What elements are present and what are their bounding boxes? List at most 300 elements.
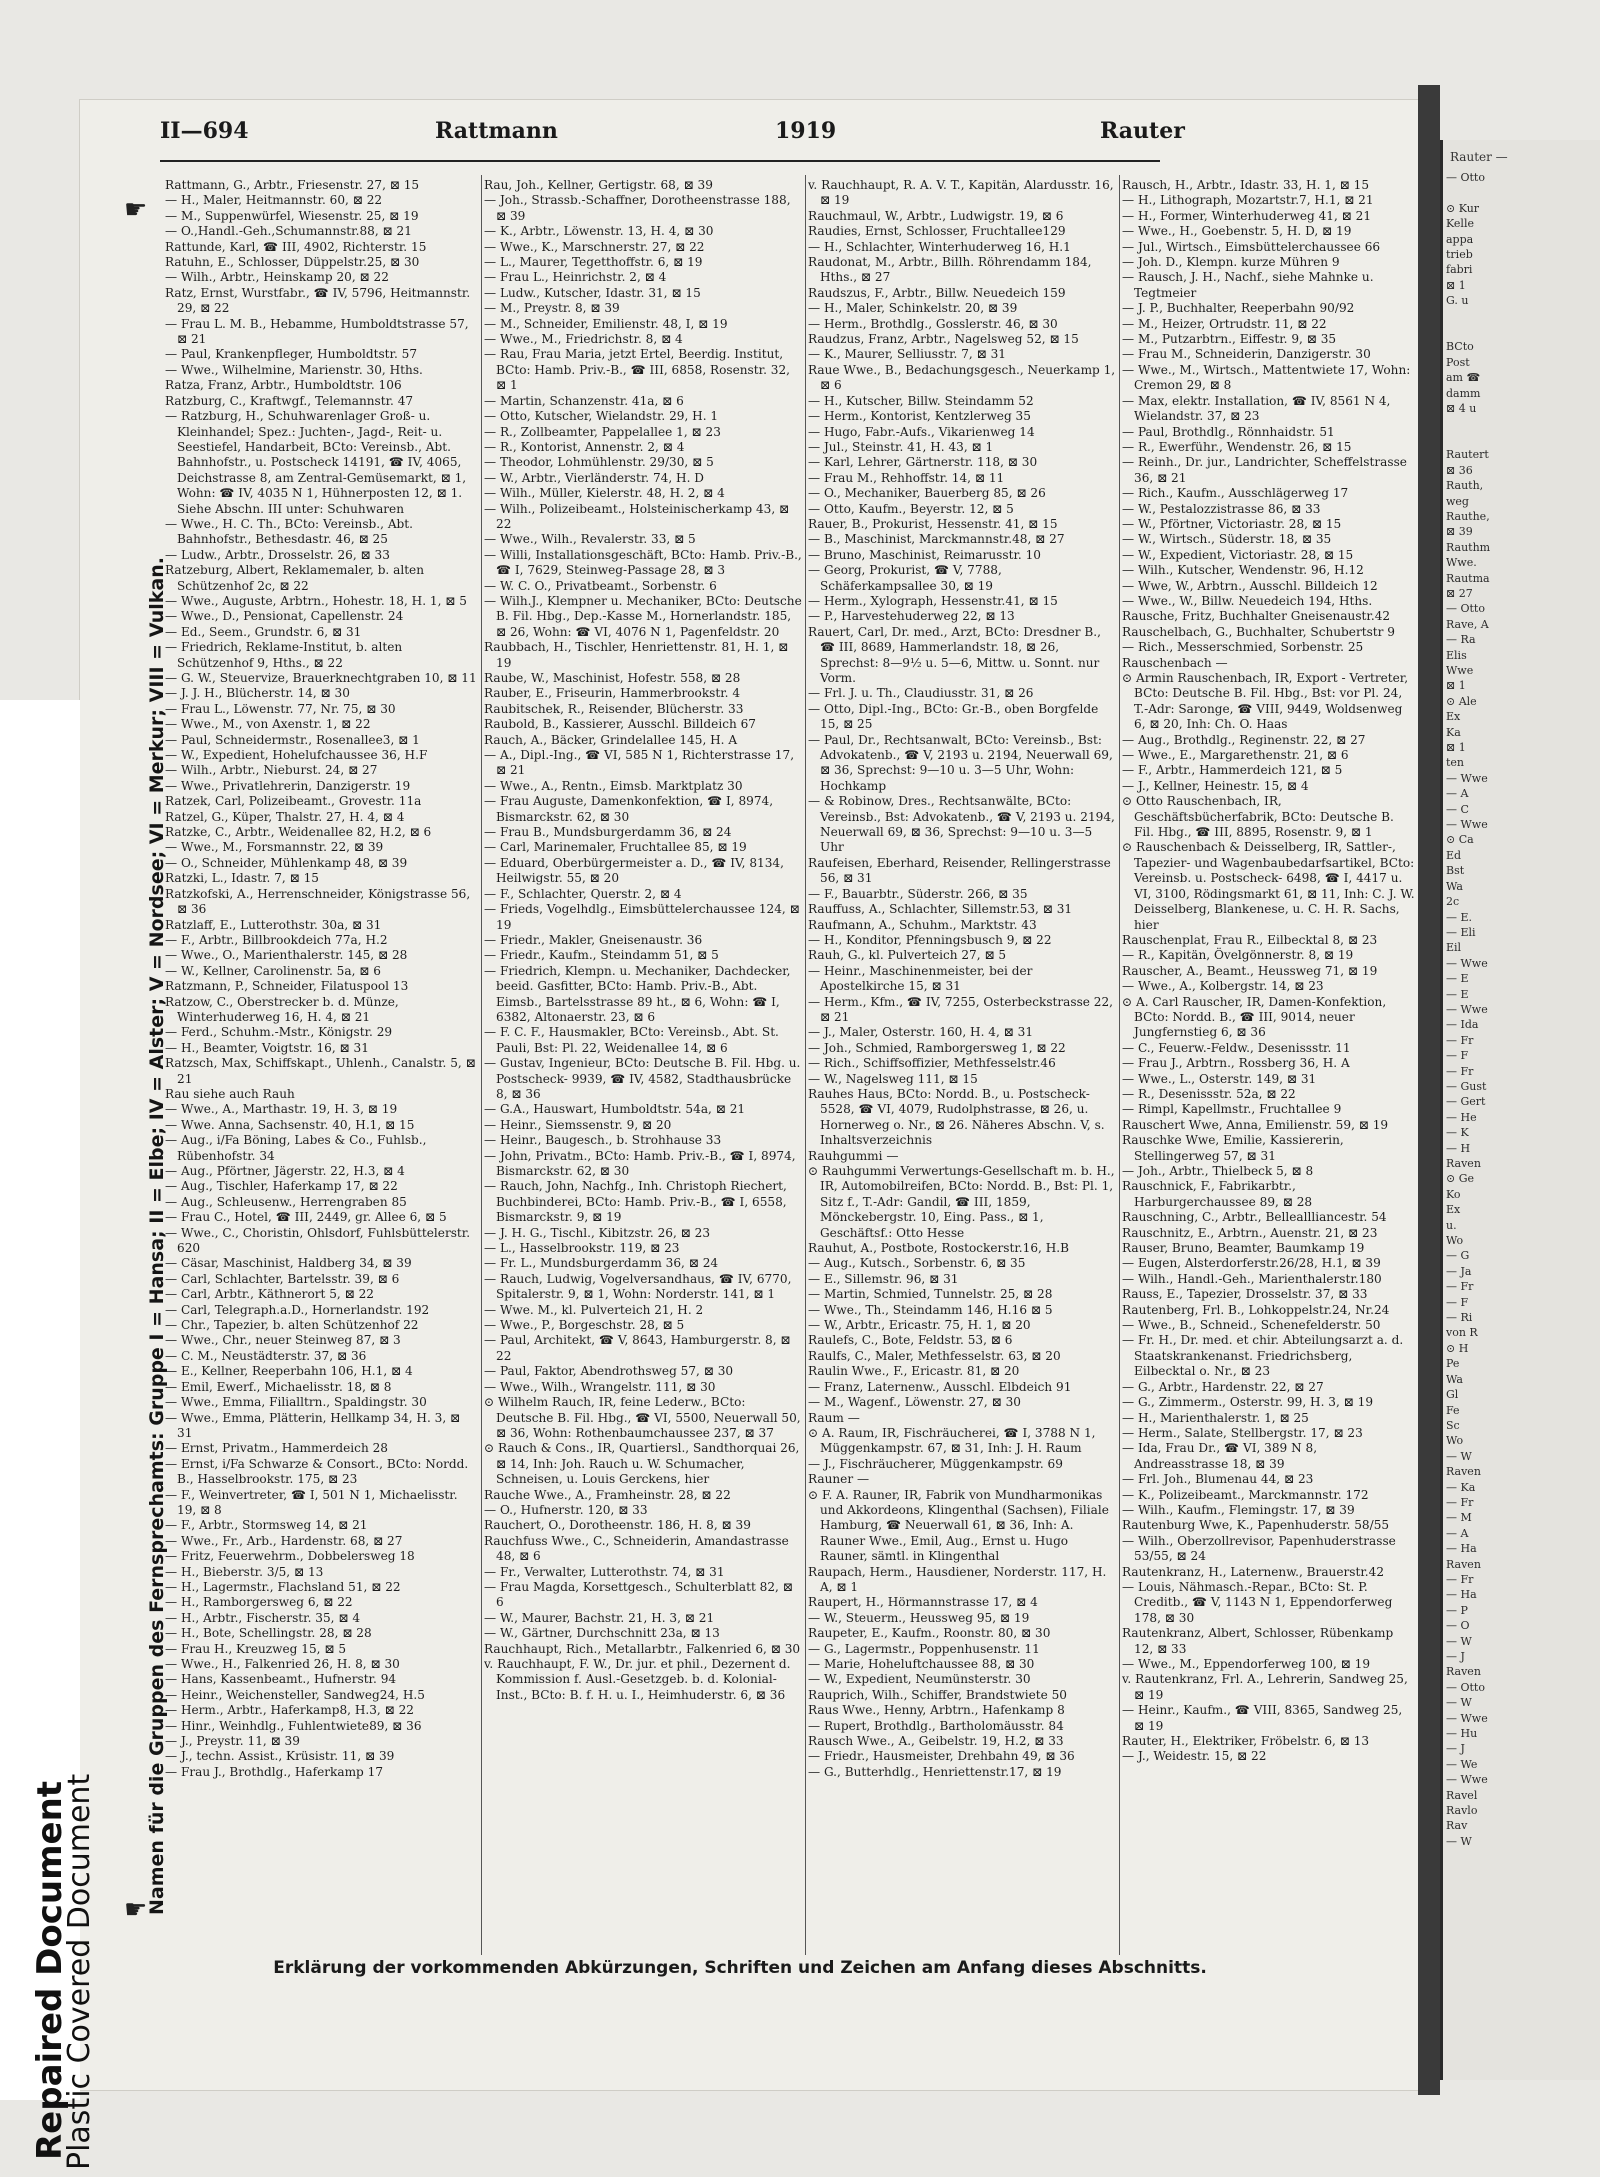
directory-entry: — W., Gärtner, Durchschnitt 23a, ⊠ 13: [484, 1626, 720, 1641]
directory-entry: — Georg, Prokurist, ☎ V, 7788, Schäferkampsallee 30, ⊠ 19: [808, 563, 1002, 593]
directory-entry: ⊙ A. Carl Rauscher, IR, Damen-Konfektion, BCto: Nordd. B., ☎ III, 9014, neuer Jungfernstieg 6, ⊠ 36: [1122, 994, 1387, 1040]
directory-entry: — J., Preystr. 11, ⊠ 39: [165, 1734, 300, 1749]
directory-entry: Rauss, E., Tapezier, Drosselstr. 37, ⊠ 33: [1122, 1287, 1368, 1302]
directory-entry: — Rich., Kaufm., Ausschlägerweg 17: [1122, 486, 1349, 501]
exchange-legend-strip: [120, 175, 168, 1965]
directory-entry: — & Robinow, Dres., Rechtsanwälte, BCto: Vereinsb., Bst: Advokatenb., ☎ V, 2193 u. 2194, Neuerwall 69, ⊠ 36, Sprechst: 9—10 u. 3—5 Uhr: [808, 794, 1115, 855]
directory-entry: — Paul, Dr., Rechtsanwalt, BCto: Vereinsb., Bst: Advokatenb., ☎ V, 2193 u. 2194, Neuerwall 69, ⊠ 36, Sprechst: 9—10 u. 3—5 Uhr, Wohn: Hochkamp: [808, 732, 1113, 793]
book-gutter: [1418, 85, 1440, 2095]
directory-entry: Rauh, G., kl. Pulverteich 27, ⊠ 5: [808, 948, 1007, 963]
next-page-fragment: — W: [1446, 1449, 1472, 1463]
directory-entry: — Herm., Arbtr., Haferkamp8, H.3, ⊠ 22: [165, 1703, 414, 1718]
next-page-header: Rauter —: [1450, 150, 1508, 164]
directory-entry: Rauchert, O., Dorotheenstr. 186, H. 8, ⊠ 39: [484, 1518, 751, 1533]
next-page-fragment: Wo: [1446, 1434, 1464, 1448]
next-page-fragment: — Ha: [1446, 1542, 1477, 1556]
next-page-fragment: — Otto: [1446, 1680, 1485, 1694]
next-page-fragment: Ka: [1446, 725, 1461, 739]
directory-entry: — Aug., Schleusenw., Herrengraben 85: [165, 1194, 407, 1209]
directory-entry: — E., Sillemstr. 96, ⊠ 31: [808, 1271, 959, 1286]
next-page-fragment: ⊠ 39: [1446, 525, 1473, 539]
directory-entry: — Herm., Salate, Stellbergstr. 17, ⊠ 23: [1122, 1425, 1363, 1440]
directory-entry: — W., Steuerm., Heussweg 95, ⊠ 19: [808, 1610, 1030, 1625]
directory-entry: — Ernst, i/Fa Schwarze & Consort., BCto: Nordd. B., Hasselbrookstr. 175, ⊠ 23: [165, 1456, 469, 1487]
directory-entry: — F., Weinvertreter, ☎ I, 501 N 1, Michaelisstr. 19, ⊠ 8: [165, 1487, 458, 1517]
next-page-fragment: — Wwe: [1446, 818, 1488, 832]
directory-entry: — Friedr., Hausmeister, Drehbahn 49, ⊠ 36: [808, 1749, 1075, 1764]
directory-entry: — H., Ramborgersweg 6, ⊠ 22: [165, 1595, 353, 1610]
next-page-fragment: Eil: [1446, 941, 1462, 955]
directory-entry: — Frau Auguste, Damenkonfektion, ☎ I, 8974, Bismarckstr. 62, ⊠ 30: [484, 794, 774, 824]
directory-entry: — Hinr., Weinhdlg., Fuhlentwiete89, ⊠ 36: [165, 1718, 422, 1733]
directory-entry: — Frau J., Arbtrn., Rossberg 36, H. A: [1122, 1056, 1350, 1071]
directory-entry: — Heinr., Weichensteller, Sandweg24, H.5: [165, 1687, 425, 1702]
directory-entry: — F., Schlachter, Querstr. 2, ⊠ 4: [484, 886, 682, 901]
directory-entry: — John, Privatm., BCto: Hamb. Priv.-B., ☎ I, 8974, Bismarckstr. 62, ⊠ 30: [484, 1148, 796, 1178]
directory-entry: — Wwe., H., Goebenstr. 5, H. D, ⊠ 19: [1122, 224, 1352, 239]
directory-entry: — Wwe, W., Arbtrn., Ausschl. Billdeich 12: [1122, 578, 1378, 593]
next-page-fragment: fabri: [1446, 263, 1473, 277]
directory-entry: Raupeter, E., Kaufm., Roonstr. 80, ⊠ 30: [808, 1626, 1051, 1641]
directory-entry: — L., Hasselbrookstr. 119, ⊠ 23: [484, 1241, 680, 1256]
directory-entry: — Wwe., Wilh., Revalerstr. 33, ⊠ 5: [484, 532, 696, 547]
directory-entry: — Louis, Nähmasch.-Repar., BCto: St. P. Creditb., ☎ V, 1143 N 1, Eppendorferweg 178, ⊠ 30: [1122, 1579, 1393, 1625]
next-page-fragment: Wwe: [1446, 664, 1474, 677]
directory-entry: — Frau C., Hotel, ☎ III, 2449, gr. Allee 6, ⊠ 5: [165, 1210, 447, 1225]
directory-entry: ⊙ Rauch & Cons., IR, Quartiersl., Sandthorquai 26, ⊠ 14, Inh: Joh. Rauch u. W. Schumacher, Schneisen, u. Louis Gerckens, hier: [484, 1441, 800, 1487]
next-page-fragment: — W: [1446, 1634, 1472, 1648]
directory-entry: — H., Beamter, Voigtstr. 16, ⊠ 31: [165, 1040, 369, 1055]
directory-entry: — Wwe., Chr., neuer Steinweg 87, ⊠ 3: [165, 1333, 401, 1348]
directory-entry: — Wwe., E., Margarethenstr. 21, ⊠ 6: [1122, 748, 1349, 763]
directory-entry: — Frau Magda, Korsettgesch., Schulterblatt 82, ⊠ 6: [484, 1579, 793, 1610]
directory-entry: Ratzmann, P., Schneider, Filatuspool 13: [165, 979, 409, 994]
directory-entry: — O., Schneider, Mühlenkamp 48, ⊠ 39: [165, 855, 408, 870]
header-first-entry: Rattmann: [435, 118, 558, 144]
directory-entry: — Rich., Messerschmied, Sorbenstr. 25: [1122, 640, 1364, 655]
page-number: II—694: [160, 118, 249, 144]
directory-entry: — Marie, Hoheluftchaussee 88, ⊠ 30: [808, 1657, 1035, 1671]
header-last-entry: Rauter: [1100, 118, 1185, 144]
directory-entry: — Friedrich, Klempn. u. Mechaniker, Dachdecker, beeid. Gasfitter, BCto: Hamb. Priv.-B., Abt. Eimsb., Bartelsstrasse 89 ht., ⊠ 6, Wohn: ☎ I, 6382, Altonaerstr. 23, ⊠ 6: [484, 963, 791, 1024]
directory-entry: — Paul, Faktor, Abendrothsweg 57, ⊠ 30: [484, 1364, 734, 1379]
directory-entry: — H., Lithograph, Mozartstr.7, H.1, ⊠ 21: [1122, 193, 1374, 208]
next-page-fragment: — F: [1446, 1049, 1469, 1063]
next-page-fragment: — W: [1446, 1696, 1472, 1710]
directory-entry: — W., Arbtr., Ericastr. 75, H. 1, ⊠ 20: [808, 1318, 1031, 1333]
directory-entry: Rauhut, A., Postbote, Rostockerstr.16, H.B: [808, 1241, 1069, 1256]
directory-entry: — O., Mechaniker, Bauerberg 85, ⊠ 26: [808, 486, 1046, 501]
next-page-fragment: Rautert: [1446, 448, 1489, 462]
next-page-fragment: Rauthm: [1446, 540, 1491, 554]
directory-entry: — Wwe., W., Billw. Neuedeich 194, Hths.: [1122, 593, 1373, 608]
directory-entry: Rauffuss, A., Schlachter, Sillemstr.53, ⊠ 31: [808, 902, 1073, 917]
next-page-fragment: u.: [1446, 1218, 1457, 1232]
directory-entry: Rauprich, Wilh., Schiffer, Brandstwiete 50: [808, 1687, 1068, 1702]
directory-entry: — Wwe., P., Borgeschstr. 28, ⊠ 5: [484, 1318, 685, 1333]
directory-entry: — Wwe., M., Friedrichstr. 8, ⊠ 4: [484, 332, 683, 347]
side-label-line-1: Plastic Covered Document: [62, 1773, 97, 2170]
next-page-fragment: Fe: [1446, 1403, 1460, 1417]
directory-entry: Ratzek, Carl, Polizeibeamt., Grovestr. 11a: [165, 794, 422, 809]
next-page-fragment: damm: [1446, 386, 1481, 400]
directory-entry: — Friedr., Makler, Gneisenaustr. 36: [484, 932, 703, 947]
directory-entry: Rattunde, Karl, ☎ III, 4902, Richterstr. 15: [165, 239, 427, 254]
directory-entry: — Hugo, Fabr.-Aufs., Vikarienweg 14: [808, 424, 1035, 439]
directory-entry: — Aug., Tischler, Haferkamp 17, ⊠ 22: [165, 1179, 398, 1194]
directory-entry: Raubbach, H., Tischler, Henriettenstr. 81, H. 1, ⊠ 19: [484, 640, 789, 670]
directory-entry: — Ernst, Privatm., Hammerdeich 28: [165, 1441, 388, 1456]
directory-entry: ⊙ Rauhgummi Verwertungs-Gesellschaft m. b. H., IR, Automobilreifen, BCto: Nordd. B., Bst: Pl. 1, Sitz f., T.-Adr: Gandil, ☎ III, 1859, Mönckebergstr. 10, Eing. Pass., ⊠ 1, Geschäftsf.: Otto Hesse: [808, 1164, 1115, 1240]
next-page-fragment: Pe: [1446, 1357, 1460, 1371]
directory-entry: Rauter, H., Elektriker, Fröbelstr. 6, ⊠ 13: [1122, 1734, 1370, 1749]
directory-entry: — Wilh., Arbtr., Heinskamp 20, ⊠ 22: [165, 270, 389, 285]
next-page-fragment: ten: [1446, 756, 1465, 770]
directory-entry: Raube, W., Maschinist, Hofestr. 558, ⊠ 28: [484, 671, 741, 685]
directory-entry: Raulefs, C., Bote, Feldstr. 53, ⊠ 6: [808, 1333, 1013, 1348]
directory-entry: — Jul., Wirtsch., Eimsbüttelerchaussee 66: [1122, 239, 1381, 254]
directory-entry: — J. P., Buchhalter, Reeperbahn 90/92: [1122, 301, 1355, 316]
directory-entry: Raudzus, Franz, Arbtr., Nagelsweg 52, ⊠ 15: [808, 332, 1079, 347]
directory-entry: — P., Harvestehuderweg 22, ⊠ 13: [808, 609, 1015, 624]
directory-entry: — F., Arbtr., Hammerdeich 121, ⊠ 5: [1122, 763, 1343, 778]
directory-entry: — Wilh., Arbtr., Nieburst. 24, ⊠ 27: [165, 763, 378, 778]
directory-entry: — Wwe., Wilhelmine, Marienstr. 30, Hths.: [165, 362, 423, 377]
directory-entry: — Herm., Kontorist, Kentzlerweg 35: [808, 409, 1031, 424]
directory-entry: — R., Desenissstr. 52a, ⊠ 22: [1122, 1086, 1296, 1101]
next-page-fragment: — E: [1446, 972, 1469, 986]
directory-entry: Rausche, Fritz, Buchhalter Gneisenaustr.42: [1122, 609, 1391, 624]
directory-entry: — F., Arbtr., Billbrookdeich 77a, H.2: [165, 932, 388, 947]
directory-entry: Rauschenplat, Frau R., Eilbecktal 8, ⊠ 23: [1122, 932, 1378, 947]
directory-entry: Raudonat, M., Arbtr., Billh. Röhrendamm 184, Hths., ⊠ 27: [808, 255, 1092, 285]
next-page-fragment: Rautma: [1446, 571, 1490, 585]
directory-entry: — H., Maler, Heitmannstr. 60, ⊠ 22: [165, 193, 383, 208]
directory-entry: — Frau L. M. B., Hebamme, Humboldtstrasse 57, ⊠ 21: [165, 316, 469, 347]
directory-entry: — Otto, Dipl.-Ing., BCto: Gr.-B., oben Borgfelde 15, ⊠ 25: [808, 701, 1099, 732]
next-page-fragment: Kelle: [1446, 217, 1474, 231]
directory-entry: — Eugen, Alsterdorferstr.26/28, H.1, ⊠ 39: [1122, 1256, 1381, 1271]
hand-pointer-icon: ☛: [124, 1895, 148, 1925]
next-page-fragment: — We: [1446, 1757, 1478, 1771]
next-page-fragment: Gl: [1446, 1388, 1459, 1402]
directory-entry: — Wilh., Kaufm., Flemingstr. 17, ⊠ 39: [1122, 1502, 1355, 1517]
next-page-fragment: trieb: [1446, 248, 1473, 262]
directory-entry: — Rausch, J. H., Nachf., siehe Mahnke u. Tegtmeier: [1122, 270, 1374, 300]
next-page-fragment: ⊠ 1: [1446, 741, 1466, 755]
directory-entry: — H., Konditor, Pfenningsbusch 9, ⊠ 22: [808, 932, 1052, 947]
directory-entry: — Ludw., Kutscher, Idastr. 31, ⊠ 15: [484, 285, 701, 300]
next-page-fragment: Rauthe,: [1446, 509, 1490, 523]
column-divider: [1119, 175, 1120, 1955]
next-page-fragment: Rave, A: [1446, 617, 1489, 631]
directory-entry: — Herm., Xylograph, Hessenstr.41, ⊠ 15: [808, 593, 1058, 608]
directory-entry: — Jul., Steinstr. 41, H. 43, ⊠ 1: [808, 439, 994, 454]
directory-entry: — G. W., Steuervize, Brauerknechtgraben 10, ⊠ 11: [165, 671, 477, 685]
directory-entry: — H., Bote, Schellingstr. 28, ⊠ 28: [165, 1626, 372, 1641]
directory-entry: — Ferd., Schuhm.-Mstr., Königstr. 29: [165, 1025, 393, 1040]
directory-entry: Raulfs, C., Maler, Methfesselstr. 63, ⊠ 20: [808, 1348, 1061, 1363]
directory-entry: — Heinr., Kaufm., ☎ VIII, 8365, Sandweg 25, ⊠ 19: [1122, 1703, 1403, 1733]
directory-entry: — Fr. H., Dr. med. et chir. Abteilungsarzt a. d. Staatskrankenanst. Friedrichsberg, Eilbecktal o. Nr., ⊠ 23: [1122, 1333, 1404, 1379]
next-page-fragment: Ko: [1446, 1187, 1461, 1201]
directory-entry: Rauschnitz, E., Arbtrn., Auenstr. 21, ⊠ 23: [1122, 1225, 1378, 1240]
directory-entry: — F., Bauarbtr., Süderstr. 266, ⊠ 35: [808, 886, 1028, 901]
directory-entry: — C. M., Neustädterstr. 37, ⊠ 36: [165, 1348, 367, 1363]
directory-entry: Ratuhn, E., Schlosser, Düppelstr.25, ⊠ 30: [165, 255, 420, 270]
next-page-fragment: Sc: [1446, 1418, 1460, 1432]
directory-entry: — Wwe., A., Marthastr. 19, H. 3, ⊠ 19: [165, 1102, 398, 1117]
directory-entry: — G., Arbtr., Hardenstr. 22, ⊠ 27: [1122, 1379, 1324, 1394]
directory-entry: ⊙ Armin Rauschenbach, IR, Export - Vertreter, BCto: Deutsche B. Fil. Hbg., Bst: vor Pl. 24, T.-Adr: Saronge, ☎ VIII, 9449, Woldsenweg 6, ⊠ 20, Inh: Ch. O. Haas: [1122, 671, 1409, 732]
directory-entry: — Aug., i/Fa Böning, Labes & Co., Fuhlsb., Rübenhofstr. 34: [165, 1133, 427, 1163]
directory-entry: Rauschning, C., Arbtr., Belleallliancestr. 54: [1122, 1210, 1387, 1225]
directory-entry: — M., Wagenf., Löwenstr. 27, ⊠ 30: [808, 1395, 1021, 1410]
next-page-fragment: — O: [1446, 1619, 1470, 1633]
next-page-fragment: ⊠ 1: [1446, 679, 1466, 693]
directory-entry: — Martin, Schanzenstr. 41a, ⊠ 6: [484, 393, 684, 408]
directory-entry: — M., Putzarbtrn., Eiffestr. 9, ⊠ 35: [1122, 332, 1337, 347]
directory-entry: — W., Expedient, Hohelufchaussee 36, H.F: [165, 748, 428, 763]
directory-entry: ⊙ Wilhelm Rauch, IR, feine Lederw., BCto: Deutsche B. Fil. Hbg., ☎ VI, 5500, Neuerwall 50, ⊠ 36, Wohn: Rothenbaumchaussee 237, ⊠ 37: [484, 1395, 801, 1440]
directory-column-4: [1122, 178, 1415, 1948]
directory-entry: — Joh., Arbtr., Thielbeck 5, ⊠ 8: [1122, 1164, 1314, 1178]
directory-entry: Raudszus, F., Arbtr., Billw. Neuedeich 159: [808, 285, 1066, 300]
directory-entry: Rauchhaupt, Rich., Metallarbtr., Falkenried 6, ⊠ 30: [484, 1641, 801, 1656]
directory-entry: — Fritz, Feuerwehrm., Dobbelersweg 18: [165, 1549, 415, 1564]
next-page-fragment: — Ka: [1446, 1480, 1476, 1494]
directory-entry: — J., Weidestr. 15, ⊠ 22: [1122, 1749, 1267, 1764]
next-page-fragment: Ravel: [1446, 1788, 1478, 1802]
directory-entry: — Carl, Marinemaler, Fruchtallee 85, ⊠ 19: [484, 840, 747, 855]
directory-entry: Rauschnick, F., Fabrikarbtr., Harburgerchaussee 89, ⊠ 28: [1122, 1179, 1313, 1209]
directory-entry: — H., Bieberstr. 3/5, ⊠ 13: [165, 1564, 324, 1579]
header-rule: [160, 160, 1160, 162]
directory-entry: — Wwe. M., kl. Pulverteich 21, H. 2: [484, 1302, 704, 1317]
next-page-fragment: — Wwe: [1446, 771, 1488, 785]
exchange-legend-text: Namen für die Gruppen des Fernsprechamts: Gruppe I = Hansa; II = Elbe; IV = Alster; V = Nordsee; VI = Merkur; VIII = Vulkan.: [146, 557, 168, 1915]
directory-entry: — Aug., Pförtner, Jägerstr. 22, H.3, ⊠ 4: [165, 1164, 405, 1178]
directory-entry: — Wwe., M., Wirtsch., Mattentwiete 17, Wohn: Cremon 29, ⊠ 8: [1122, 362, 1411, 393]
next-page-fragment: — Fr: [1446, 1280, 1474, 1294]
directory-entry: Rauhgummi —: [808, 1148, 899, 1163]
directory-entry: — Wilh.J., Klempner u. Mechaniker, BCto: Deutsche B. Fil. Hbg., Dep.-Kasse M., Hornerlandstr. 185, ⊠ 26, Wohn: ☎ VI, 4076 N 1, Pagenfeldstr. 20: [484, 593, 802, 639]
next-page-fragment: [1446, 432, 1596, 447]
next-page-fragment: ⊠ 4 u: [1446, 402, 1477, 416]
next-page-fragment: ⊙ H: [1446, 1341, 1469, 1355]
directory-entry: Ratzke, C., Arbtr., Weidenallee 82, H.2, ⊠ 6: [165, 825, 432, 840]
directory-entry: — Rauch, John, Nachfg., Inh. Christoph Riechert, Buchbinderei, BCto: Hamb. Priv.-B., ☎ I, 6558, Bismarckstr. 9, ⊠ 19: [484, 1179, 787, 1225]
directory-entry: Rauscher, A., Beamt., Heussweg 71, ⊠ 19: [1122, 963, 1378, 978]
directory-entry: — H., Lagermstr., Flachsland 51, ⊠ 22: [165, 1579, 401, 1594]
directory-entry: Rauch, A., Bäcker, Grindelallee 145, H. A: [484, 732, 738, 747]
directory-entry: — Karl, Lehrer, Gärtnerstr. 118, ⊠ 30: [808, 455, 1038, 470]
directory-entry: v. Rauchhaupt, R. A. V. T., Kapitän, Alardusstr. 16, ⊠ 19: [808, 178, 1114, 208]
directory-entry: — J., techn. Assist., Krüsistr. 11, ⊠ 39: [165, 1749, 395, 1764]
directory-entry: — O.,Handl.-Geh.,Schumannstr.88, ⊠ 21: [165, 224, 412, 239]
directory-entry: Rauschert Wwe, Anna, Emilienstr. 59, ⊠ 19: [1122, 1117, 1389, 1132]
directory-entry: — Ed., Seem., Grundstr. 6, ⊠ 31: [165, 624, 362, 639]
next-page-fragment: Rav: [1446, 1819, 1468, 1833]
next-page-fragment: Raven: [1446, 1665, 1481, 1679]
directory-entry: — Carl, Schlachter, Bartelsstr. 39, ⊠ 6: [165, 1271, 400, 1286]
directory-entry: Rautenburg Wwe, K., Papenhuderstr. 58/55: [1122, 1518, 1390, 1533]
next-page-fragment: [1446, 185, 1596, 200]
directory-entry: — K., Arbtr., Löwenstr. 13, H. 4, ⊠ 30: [484, 224, 714, 239]
directory-entry: — F. C. F., Hausmakler, BCto: Vereinsb., Abt. St. Pauli, Bst: Pl. 22, Weidenallee 14, ⊠ 6: [484, 1025, 779, 1055]
next-page-fragment: — A: [1446, 1526, 1469, 1540]
directory-entry: — Aug., Kutsch., Sorbenstr. 6, ⊠ 35: [808, 1256, 1026, 1271]
directory-entry: — Frl. Joh., Blumenau 44, ⊠ 23: [1122, 1472, 1314, 1487]
directory-entry: — Rupert, Brothdlg., Bartholomäusstr. 84: [808, 1718, 1064, 1733]
next-page-fragment: Wa: [1446, 879, 1463, 893]
directory-entry: Raudies, Ernst, Schlosser, Fruchtallee129: [808, 224, 1066, 239]
next-page-fragment: Ed: [1446, 848, 1462, 862]
directory-entry: — K., Polizeibeamt., Marckmannstr. 172: [1122, 1487, 1369, 1502]
directory-entry: — Bruno, Maschinist, Reimarusstr. 10: [808, 547, 1041, 562]
next-page-fragment: BCto: [1446, 340, 1474, 354]
next-page-fragment: — Eli: [1446, 925, 1476, 939]
directory-entry: — M., Preystr. 8, ⊠ 39: [484, 301, 620, 316]
directory-entry: Ratzeburg, Albert, Reklamemaler, b. alten Schützenhof 2c, ⊠ 22: [165, 563, 425, 593]
next-page-fragment: — Gust: [1446, 1079, 1487, 1093]
directory-entry: — J. H. G., Tischl., Kibitzstr. 26, ⊠ 23: [484, 1225, 711, 1240]
directory-entry: — Wwe., O., Marienthalerstr. 145, ⊠ 28: [165, 948, 408, 963]
directory-entry: — Joh., Strassb.-Schaffner, Dorotheenstrasse 188, ⊠ 39: [484, 193, 791, 223]
directory-entry: Rauhes Haus, BCto: Nordd. B., u. Postscheck- 5528, ☎ VI, 4079, Rudolphstrasse, ⊠ 26, u. Hornerweg o. Nr., ⊠ 26. Näheres Abschn. V, s. Inhaltsverzeichnis: [808, 1086, 1105, 1148]
directory-entry: — Carl, Arbtr., Käthnerort 5, ⊠ 22: [165, 1287, 374, 1302]
directory-entry: Raupert, H., Hörmannstrasse 17, ⊠ 4: [808, 1595, 1038, 1610]
directory-entry: Rauber, E., Friseurin, Hammerbrookstr. 4: [484, 686, 741, 701]
next-page-fragment: — Ra: [1446, 633, 1476, 647]
directory-entry: — Paul, Architekt, ☎ V, 8643, Hamburgerstr. 8, ⊠ 22: [484, 1333, 791, 1363]
directory-entry: — Rau, Frau Maria, jetzt Ertel, Beerdig. Institut, BCto: Hamb. Priv.-B., ☎ III, 6858, Rosenstr. 32, ⊠ 1: [484, 347, 790, 393]
directory-entry: — Paul, Krankenpfleger, Humboldtstr. 57: [165, 347, 418, 362]
next-page-fragment: G. u: [1446, 294, 1469, 308]
directory-entry: — Wwe., L., Osterstr. 149, ⊠ 31: [1122, 1071, 1317, 1086]
directory-entry: — Frl. J. u. Th., Claudiusstr. 31, ⊠ 26: [808, 686, 1034, 701]
directory-entry: — Wwe., Wilh., Wrangelstr. 111, ⊠ 30: [484, 1379, 716, 1394]
directory-entry: — Frieds, Vogelhdlg., Eimsbüttelerchaussee 124, ⊠ 19: [484, 902, 800, 932]
directory-entry: — Hans, Kassenbeamt., Hufnerstr. 94: [165, 1672, 397, 1687]
directory-entry: — Otto, Kutscher, Wielandstr. 29, H. 1: [484, 409, 719, 424]
next-page-fragment: — Hu: [1446, 1727, 1478, 1741]
directory-entry: — Carl, Telegraph.a.D., Hornerlandstr. 192: [165, 1302, 430, 1317]
next-page-fragment: — Otto: [1446, 171, 1485, 184]
directory-entry: ⊙ F. A. Rauner, IR, Fabrik von Mundharmonikas und Akkordeons, Klingenthal (Sachsen), Filiale Hamburg, ☎ Neuerwall 61, ⊠ 36, Inh: A. Rauner Wwe., Emil, Aug., Ernst u. Hugo Rauner, sämtl. in Klingenthal: [808, 1487, 1109, 1564]
directory-entry: — Joh. D., Klempn. kurze Mühren 9: [1122, 255, 1340, 270]
directory-entry: Ratza, Franz, Arbtr., Humboldtstr. 106: [165, 378, 402, 393]
directory-entry: — C., Feuerw.-Feldw., Desenissstr. 11: [1122, 1040, 1351, 1055]
side-label-line-2: Repaired Document: [30, 1780, 70, 2160]
directory-entry: Ratzlaff, E., Lutterothstr. 30a, ⊠ 31: [165, 917, 382, 932]
next-page-fragment: — Wwe: [1446, 1002, 1488, 1016]
directory-entry: — W., Wirtsch., Süderstr. 18, ⊠ 35: [1122, 532, 1332, 547]
directory-entry: — W., Pförtner, Victoriastr. 28, ⊠ 15: [1122, 516, 1342, 531]
directory-entry: Rautenkranz, H., Laternenw., Brauerstr.42: [1122, 1564, 1385, 1579]
next-page-fragment: — Ida: [1446, 1018, 1479, 1032]
directory-entry: — Wwe., H. C. Th., BCto: Vereinsb., Abt. Bahnhofstr., Bethesdastr. 46, ⊠ 25: [165, 516, 414, 547]
directory-entry: — Ratzburg, H., Schuhwarenlager Groß- u. Kleinhandel; Spez.: Juchten-, Jagd-, Reit- u. Seestiefel, Handarbeit, BCto: Vereinsb., Abt. Bahnhofstr., u. Postscheck 14191, ☎ IV, 4065, Deichstrasse 8, am Zentral-Gemüsemarkt, ⊠ 1, Wohn: ☎ IV, 4035 N 1, Hühnerposten 12, ⊠ 1. Siehe Abschn. III unter: Schuhwaren: [165, 409, 467, 516]
directory-entry: — L., Maurer, Tegetthoffstr. 6, ⊠ 19: [484, 255, 703, 270]
directory-entry: — E., Kellner, Reeperbahn 106, H.1, ⊠ 4: [165, 1364, 413, 1379]
directory-entry: — Fr. L., Mundsburgerdamm 36, ⊠ 24: [484, 1256, 719, 1271]
directory-entry: — J. J. H., Blücherstr. 14, ⊠ 30: [165, 686, 350, 701]
directory-entry: Ratz, Ernst, Wurstfabr., ☎ IV, 5796, Heitmannstr. 29, ⊠ 22: [165, 285, 471, 316]
directory-entry: Rauser, Bruno, Beamter, Baumkamp 19: [1122, 1241, 1365, 1256]
directory-entry: — Ida, Frau Dr., ☎ VI, 389 N 8, Andreasstrasse 18, ⊠ 39: [1122, 1441, 1318, 1471]
directory-entry: — Paul, Brothdlg., Rönnhaidstr. 51: [1122, 424, 1335, 439]
directory-entry: Rau siehe auch Rauh: [165, 1086, 295, 1101]
next-page-fragment: ⊙ Ca: [1446, 833, 1474, 847]
directory-entry: v. Rauchhaupt, F. W., Dr. jur. et phil., Dezernent d. Kommission f. Ausl.-Gesetzgeb. b. d. Kolonial-Inst., BCto: B. f. H. u. I., Heimhuderstr. 6, ⊠ 36: [484, 1657, 791, 1702]
next-page-fragment: — Fr: [1446, 1064, 1474, 1078]
next-page-fragment: — P: [1446, 1603, 1468, 1617]
column-divider: [805, 175, 806, 1955]
directory-entry: — Theodor, Lohmühlenstr. 29/30, ⊠ 5: [484, 455, 714, 470]
directory-column-2: [484, 178, 802, 1948]
directory-entry: Rau, Joh., Kellner, Gertigstr. 68, ⊠ 39: [484, 178, 713, 192]
next-page-fragment: Bst: [1446, 864, 1465, 878]
directory-entry: — Wilh., Handl.-Geh., Marienthalerstr.180: [1122, 1271, 1382, 1286]
directory-entry: — Rauch, Ludwig, Vogelversandhaus, ☎ IV, 6770, Spitalerstr. 9, ⊠ 1, Wohn: Norderstr. 141, ⊠ 1: [484, 1271, 792, 1302]
directory-entry: — Fr., Verwalter, Lutterothstr. 74, ⊠ 31: [484, 1564, 725, 1579]
directory-entry: — M., Suppenwürfel, Wiesenstr. 25, ⊠ 19: [165, 208, 419, 223]
directory-entry: — J., Fischräucherer, Müggenkampstr. 69: [808, 1456, 1063, 1471]
directory-entry: — H., Former, Winterhuderweg 41, ⊠ 21: [1122, 208, 1372, 223]
directory-entry: — Wwe., H., Falkenried 26, H. 8, ⊠ 30: [165, 1657, 400, 1671]
directory-entry: — W., Kellner, Carolinenstr. 5a, ⊠ 6: [165, 963, 381, 978]
directory-entry: Rauner —: [808, 1472, 870, 1487]
next-page-fragment: ⊠ 36: [1446, 463, 1473, 477]
next-page-fragment: — F: [1446, 1295, 1469, 1309]
next-page-fragment: Wa: [1446, 1372, 1463, 1386]
directory-entry: — Rimpl, Kapellmstr., Fruchtallee 9: [1122, 1102, 1342, 1117]
next-page-fragment: am ☎: [1446, 371, 1481, 385]
directory-entry: — Wwe. Anna, Sachsenstr. 40, H.1, ⊠ 15: [165, 1117, 415, 1132]
next-page-fragment: — A: [1446, 787, 1469, 801]
directory-entry: Raubitschek, R., Reisender, Blücherstr. 33: [484, 701, 744, 716]
next-page-fragment: — Wwe: [1446, 1711, 1488, 1725]
next-page-fragment: Ravlo: [1446, 1804, 1478, 1818]
next-page-fragment: ⊙ Ale: [1446, 694, 1477, 708]
directory-entry: — A., Dipl.-Ing., ☎ VI, 585 N 1, Richterstrasse 17, ⊠ 21: [484, 748, 795, 778]
side-label: [0, 700, 97, 2170]
directory-entry: — R., Zollbeamter, Pappelallee 1, ⊠ 23: [484, 424, 721, 439]
directory-entry: — Wwe., Privatlehrerin, Danzigerstr. 19: [165, 778, 411, 793]
directory-entry: ⊙ Rauschenbach & Deisselberg, IR, Sattler-, Tapezier- und Wagenbaubedarfsartikel, BCto: Vereinsb. u. Postscheck- 6498, ☎ I, 4417 u. VI, 3100, Rödingsmarkt 61, ⊠ 11, Inh: C. J. W. Deisselberg, Blankenese, u. C. H. R. Sachs, hier: [1122, 840, 1415, 932]
directory-entry: Raum —: [808, 1410, 860, 1425]
directory-entry: Raus Wwe., Henny, Arbtrn., Hafenkamp 8: [808, 1703, 1065, 1718]
directory-entry: Rattmann, G., Arbtr., Friesenstr. 27, ⊠ 15: [165, 178, 420, 192]
directory-entry: — Herm., Kfm., ☎ IV, 7255, Osterbeckstrasse 22, ⊠ 21: [808, 994, 1114, 1024]
next-page-fragment: 2c: [1446, 895, 1460, 909]
next-page-fragment: — K: [1446, 1126, 1469, 1140]
next-page-fragment: von R: [1446, 1326, 1478, 1340]
hand-pointer-icon: ☛: [124, 195, 148, 225]
directory-entry: Raufmann, A., Schuhm., Marktstr. 43: [808, 917, 1037, 932]
directory-entry: — Willi, Installationsgeschäft, BCto: Hamb. Priv.-B., ☎ I, 7629, Steinweg-Passage 28, ⊠ 3: [484, 547, 802, 578]
directory-entry: — Wwe., B., Schneid., Schenefelderstr. 50: [1122, 1318, 1381, 1333]
directory-entry: — Reinh., Dr. jur., Landrichter, Scheffelstrasse 36, ⊠ 21: [1122, 455, 1407, 485]
directory-entry: — W., Arbtr., Vierländerstr. 74, H. D: [484, 470, 704, 485]
directory-entry: — Max, elektr. Installation, ☎ IV, 8561 N 4, Wielandstr. 37, ⊠ 23: [1122, 393, 1391, 424]
directory-entry: — R., Ewerführ., Wendenstr. 26, ⊠ 15: [1122, 439, 1352, 454]
next-page-fragment: — Ri: [1446, 1311, 1473, 1325]
directory-entry: — Wilh., Kutscher, Wendenstr. 96, H.12: [1122, 563, 1364, 578]
next-page-fragment: — Gert: [1446, 1095, 1486, 1109]
next-page-fragment: Post: [1446, 355, 1470, 369]
